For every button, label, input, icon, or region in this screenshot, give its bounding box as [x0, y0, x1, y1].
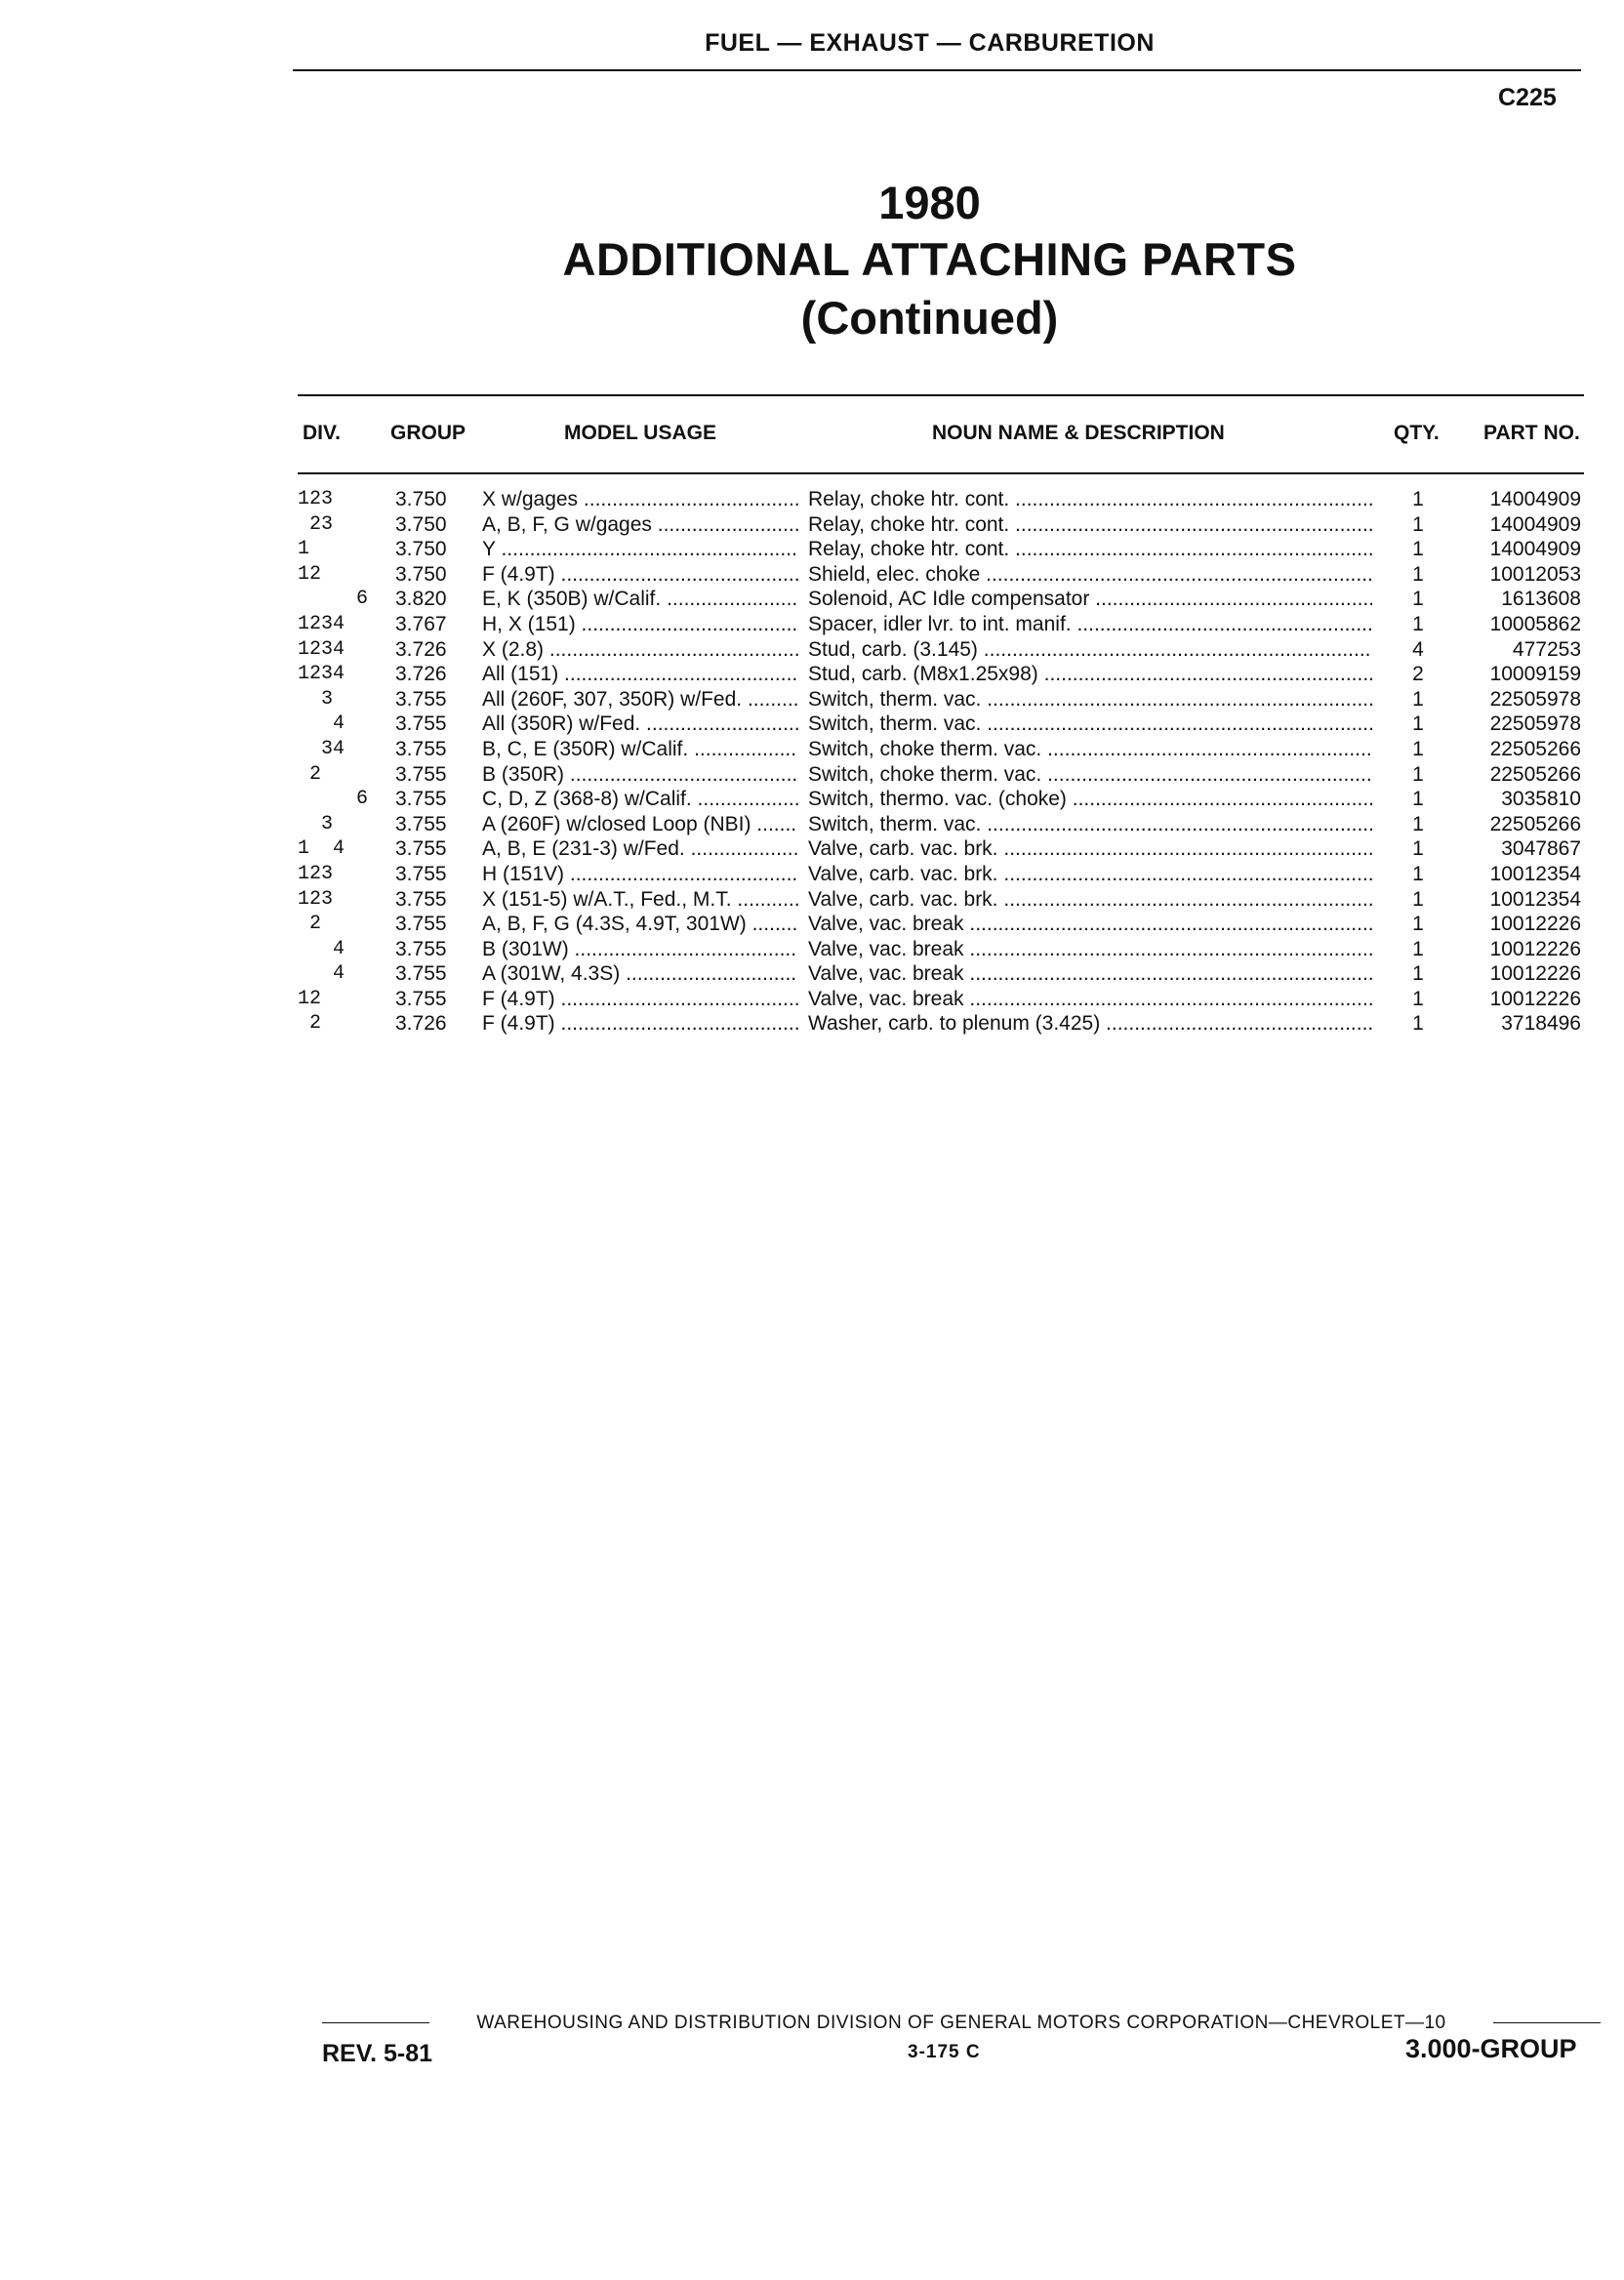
cell-group: 3.755	[395, 887, 447, 911]
cell-group: 3.820	[395, 588, 447, 611]
cell-qty: 4	[1412, 637, 1424, 661]
cell-div: 123	[298, 862, 334, 885]
cell-div: 23	[298, 512, 334, 536]
cell-noun-name: Valve, carb. vac. brk. .....	[808, 837, 1372, 861]
cell-div: 2	[298, 1012, 322, 1036]
cell-noun-name: Stud, carb. (M8x1.25x98) .....	[808, 663, 1372, 686]
cell-part-no: 3047867	[1501, 837, 1581, 861]
cell-qty: 1	[1412, 1012, 1424, 1036]
cell-noun-name: Relay, choke htr. cont. .....	[808, 538, 1372, 561]
cell-model-usage: X (151-5) w/A.T., Fed., M.T. .....	[482, 888, 798, 912]
cell-group: 3.755	[395, 962, 447, 986]
cell-noun-name: Switch, therm. vac. .....	[808, 712, 1372, 736]
cell-qty: 1	[1412, 913, 1424, 936]
parts-table	[0, 488, 1624, 1038]
cell-noun-name: Shield, elec. choke .....	[808, 563, 1372, 587]
cell-model-usage: X (2.8) .....	[482, 638, 798, 662]
column-header-group: GROUP	[390, 422, 467, 444]
cell-div: 3	[298, 687, 334, 711]
cell-model-usage: All (350R) w/Fed. .....	[482, 712, 798, 736]
cell-qty: 1	[1412, 862, 1424, 885]
cell-model-usage: B, C, E (350R) w/Calif. .....	[482, 738, 798, 761]
column-header-part-no: PART NO.	[1483, 422, 1580, 444]
column-header-noun-name: NOUN NAME & DESCRIPTION	[932, 422, 1225, 444]
table-row	[0, 613, 1624, 638]
cell-group: 3.755	[395, 862, 447, 885]
cell-group: 3.755	[395, 762, 447, 786]
table-row	[0, 863, 1624, 888]
cell-group: 3.755	[395, 987, 447, 1010]
cell-model-usage: E, K (350B) w/Calif. .....	[482, 588, 798, 611]
cell-model-usage: X w/gages .....	[482, 488, 798, 511]
cell-qty: 1	[1412, 488, 1424, 510]
cell-div: 1234	[298, 612, 345, 635]
cell-part-no: 14004909	[1489, 512, 1581, 536]
table-row	[0, 738, 1624, 763]
table-row	[0, 763, 1624, 789]
cell-part-no: 3718496	[1501, 1012, 1581, 1036]
cell-noun-name: Valve, carb. vac. brk. .....	[808, 863, 1372, 886]
cell-noun-name: Valve, vac. break .....	[808, 962, 1372, 986]
cell-group: 3.726	[395, 637, 447, 661]
cell-noun-name: Switch, therm. vac. .....	[808, 688, 1372, 712]
table-row	[0, 712, 1624, 738]
cell-group: 3.767	[395, 612, 447, 635]
table-row	[0, 788, 1624, 813]
cell-model-usage: H, X (151) .....	[482, 613, 798, 636]
cell-part-no: 22505978	[1489, 712, 1581, 736]
cell-qty: 1	[1412, 737, 1424, 760]
cell-noun-name: Spacer, idler lvr. to int. manif. .....	[808, 613, 1372, 636]
cell-group: 3.750	[395, 512, 447, 536]
cell-qty: 1	[1412, 512, 1424, 536]
cell-part-no: 10012226	[1489, 913, 1581, 936]
cell-model-usage: Y .....	[482, 538, 798, 561]
table-row	[0, 888, 1624, 914]
table-row	[0, 837, 1624, 863]
cell-qty: 1	[1412, 812, 1424, 835]
cell-div: 1	[298, 538, 310, 561]
catalog-year: 1980	[878, 177, 981, 228]
cell-part-no: 477253	[1512, 637, 1581, 661]
cell-part-no: 10012354	[1489, 887, 1581, 911]
cell-qty: 1	[1412, 588, 1424, 611]
column-header-model-usage: MODEL USAGE	[564, 422, 716, 444]
cell-model-usage: A, B, E (231-3) w/Fed. .....	[482, 837, 798, 861]
cell-part-no: 22505266	[1489, 737, 1581, 760]
cell-group: 3.750	[395, 488, 447, 510]
cell-model-usage: B (350R) .....	[482, 763, 798, 787]
cell-div: 1234	[298, 637, 345, 661]
table-top-rule	[298, 394, 1584, 396]
column-header-qty: QTY.	[1394, 422, 1440, 444]
revision-label: REV. 5-81	[322, 2040, 433, 2067]
cell-group: 3.755	[395, 837, 447, 861]
table-row	[0, 913, 1624, 938]
cell-model-usage: All (151) .....	[482, 663, 798, 686]
cell-noun-name: Washer, carb. to plenum (3.425) .....	[808, 1012, 1372, 1036]
cell-model-usage: C, D, Z (368-8) w/Calif. .....	[482, 788, 798, 811]
table-row	[0, 488, 1624, 513]
cell-part-no: 10012226	[1489, 987, 1581, 1010]
cell-div: 4	[298, 712, 345, 736]
cell-noun-name: Stud, carb. (3.145) .....	[808, 638, 1372, 662]
page-code: C225	[1498, 84, 1557, 111]
table-row	[0, 638, 1624, 664]
cell-div: 12	[298, 987, 322, 1010]
cell-group: 3.750	[395, 538, 447, 561]
cell-noun-name: Valve, carb. vac. brk. .....	[808, 888, 1372, 912]
table-row	[0, 1012, 1624, 1038]
cell-noun-name: Switch, choke therm. vac. .....	[808, 763, 1372, 787]
cell-model-usage: F (4.9T) .....	[482, 563, 798, 587]
cell-part-no: 10009159	[1489, 663, 1581, 686]
cell-qty: 1	[1412, 837, 1424, 861]
cell-noun-name: Solenoid, AC Idle compensator .....	[808, 588, 1372, 611]
cell-div: 2	[298, 913, 322, 936]
cell-qty: 1	[1412, 612, 1424, 635]
table-row	[0, 938, 1624, 963]
page-subtitle: (Continued)	[800, 292, 1059, 344]
cell-qty: 1	[1412, 762, 1424, 786]
cell-part-no: 10012226	[1489, 962, 1581, 986]
cell-noun-name: Relay, choke htr. cont. .....	[808, 513, 1372, 537]
page-number: 3-175 C	[908, 2042, 981, 2062]
cell-noun-name: Switch, thermo. vac. (choke) .....	[808, 788, 1372, 811]
cell-div: 34	[298, 737, 345, 760]
cell-group: 3.755	[395, 913, 447, 936]
cell-div: 4	[298, 937, 345, 960]
cell-qty: 1	[1412, 962, 1424, 986]
cell-part-no: 1613608	[1501, 588, 1581, 611]
cell-qty: 1	[1412, 788, 1424, 811]
cell-model-usage: A (260F) w/closed Loop (NBI) .....	[482, 813, 798, 836]
cell-model-usage: H (151V) .....	[482, 863, 798, 886]
cell-part-no: 10012354	[1489, 862, 1581, 885]
cell-div: 1234	[298, 663, 345, 686]
cell-group: 3.755	[395, 737, 447, 760]
page-title: ADDITIONAL ATTACHING PARTS	[562, 233, 1297, 285]
cell-qty: 1	[1412, 712, 1424, 736]
cell-div: 4	[298, 962, 345, 986]
cell-noun-name: Relay, choke htr. cont. .....	[808, 488, 1372, 511]
cell-div: 12	[298, 562, 322, 586]
table-row	[0, 563, 1624, 589]
cell-model-usage: F (4.9T) .....	[482, 988, 798, 1011]
table-row	[0, 988, 1624, 1013]
cell-qty: 1	[1412, 987, 1424, 1010]
cell-part-no: 22505266	[1489, 812, 1581, 835]
footer-rule-right	[1493, 2022, 1601, 2023]
cell-div: 123	[298, 488, 334, 510]
cell-part-no: 10012053	[1489, 562, 1581, 586]
cell-model-usage: A (301W, 4.3S) .....	[482, 962, 798, 986]
cell-model-usage: All (260F, 307, 350R) w/Fed. .....	[482, 688, 798, 712]
column-header-div: DIV.	[303, 422, 341, 444]
cell-div: 2	[298, 762, 322, 786]
cell-qty: 1	[1412, 887, 1424, 911]
cell-model-usage: A, B, F, G (4.3S, 4.9T, 301W) .....	[482, 913, 798, 936]
cell-qty: 1	[1412, 562, 1424, 586]
cell-group: 3.726	[395, 663, 447, 686]
cell-qty: 1	[1412, 538, 1424, 561]
cell-div: 123	[298, 887, 334, 911]
table-row	[0, 962, 1624, 988]
table-row	[0, 513, 1624, 539]
cell-part-no: 3035810	[1501, 788, 1581, 811]
header-rule	[293, 69, 1581, 71]
cell-group: 3.755	[395, 812, 447, 835]
cell-noun-name: Valve, vac. break .....	[808, 913, 1372, 936]
cell-part-no: 22505266	[1489, 762, 1581, 786]
cell-part-no: 14004909	[1489, 538, 1581, 561]
cell-group: 3.755	[395, 937, 447, 960]
cell-group: 3.726	[395, 1012, 447, 1036]
cell-noun-name: Valve, vac. break .....	[808, 938, 1372, 961]
cell-part-no: 10005862	[1489, 612, 1581, 635]
section-title: FUEL — EXHAUST — CARBURETION	[705, 29, 1155, 57]
table-row	[0, 813, 1624, 838]
cell-part-no: 10012226	[1489, 937, 1581, 960]
cell-qty: 1	[1412, 687, 1424, 711]
cell-group: 3.755	[395, 687, 447, 711]
table-header-rule	[298, 472, 1584, 474]
table-row	[0, 663, 1624, 688]
cell-noun-name: Switch, therm. vac. .....	[808, 813, 1372, 836]
cell-model-usage: A, B, F, G w/gages .....	[482, 513, 798, 537]
cell-noun-name: Valve, vac. break .....	[808, 988, 1372, 1011]
cell-group: 3.750	[395, 562, 447, 586]
cell-group: 3.755	[395, 788, 447, 811]
table-row	[0, 688, 1624, 713]
cell-model-usage: F (4.9T) .....	[482, 1012, 798, 1036]
cell-qty: 1	[1412, 937, 1424, 960]
cell-model-usage: B (301W) .....	[482, 938, 798, 961]
cell-div: 6	[298, 788, 369, 811]
group-label: 3.000-GROUP	[1405, 2034, 1577, 2063]
cell-part-no: 14004909	[1489, 488, 1581, 510]
cell-part-no: 22505978	[1489, 687, 1581, 711]
cell-div: 1 4	[298, 837, 345, 861]
cell-noun-name: Switch, choke therm. vac. .....	[808, 738, 1372, 761]
cell-div: 3	[298, 812, 334, 835]
cell-div: 6	[298, 588, 369, 611]
cell-group: 3.755	[395, 712, 447, 736]
footer-division-line: WAREHOUSING AND DISTRIBUTION DIVISION OF GENERAL MOTORS CORPORATION—CHEVROLET—10	[476, 2013, 1446, 2033]
table-row	[0, 538, 1624, 563]
table-row	[0, 588, 1624, 613]
cell-qty: 2	[1412, 663, 1424, 686]
